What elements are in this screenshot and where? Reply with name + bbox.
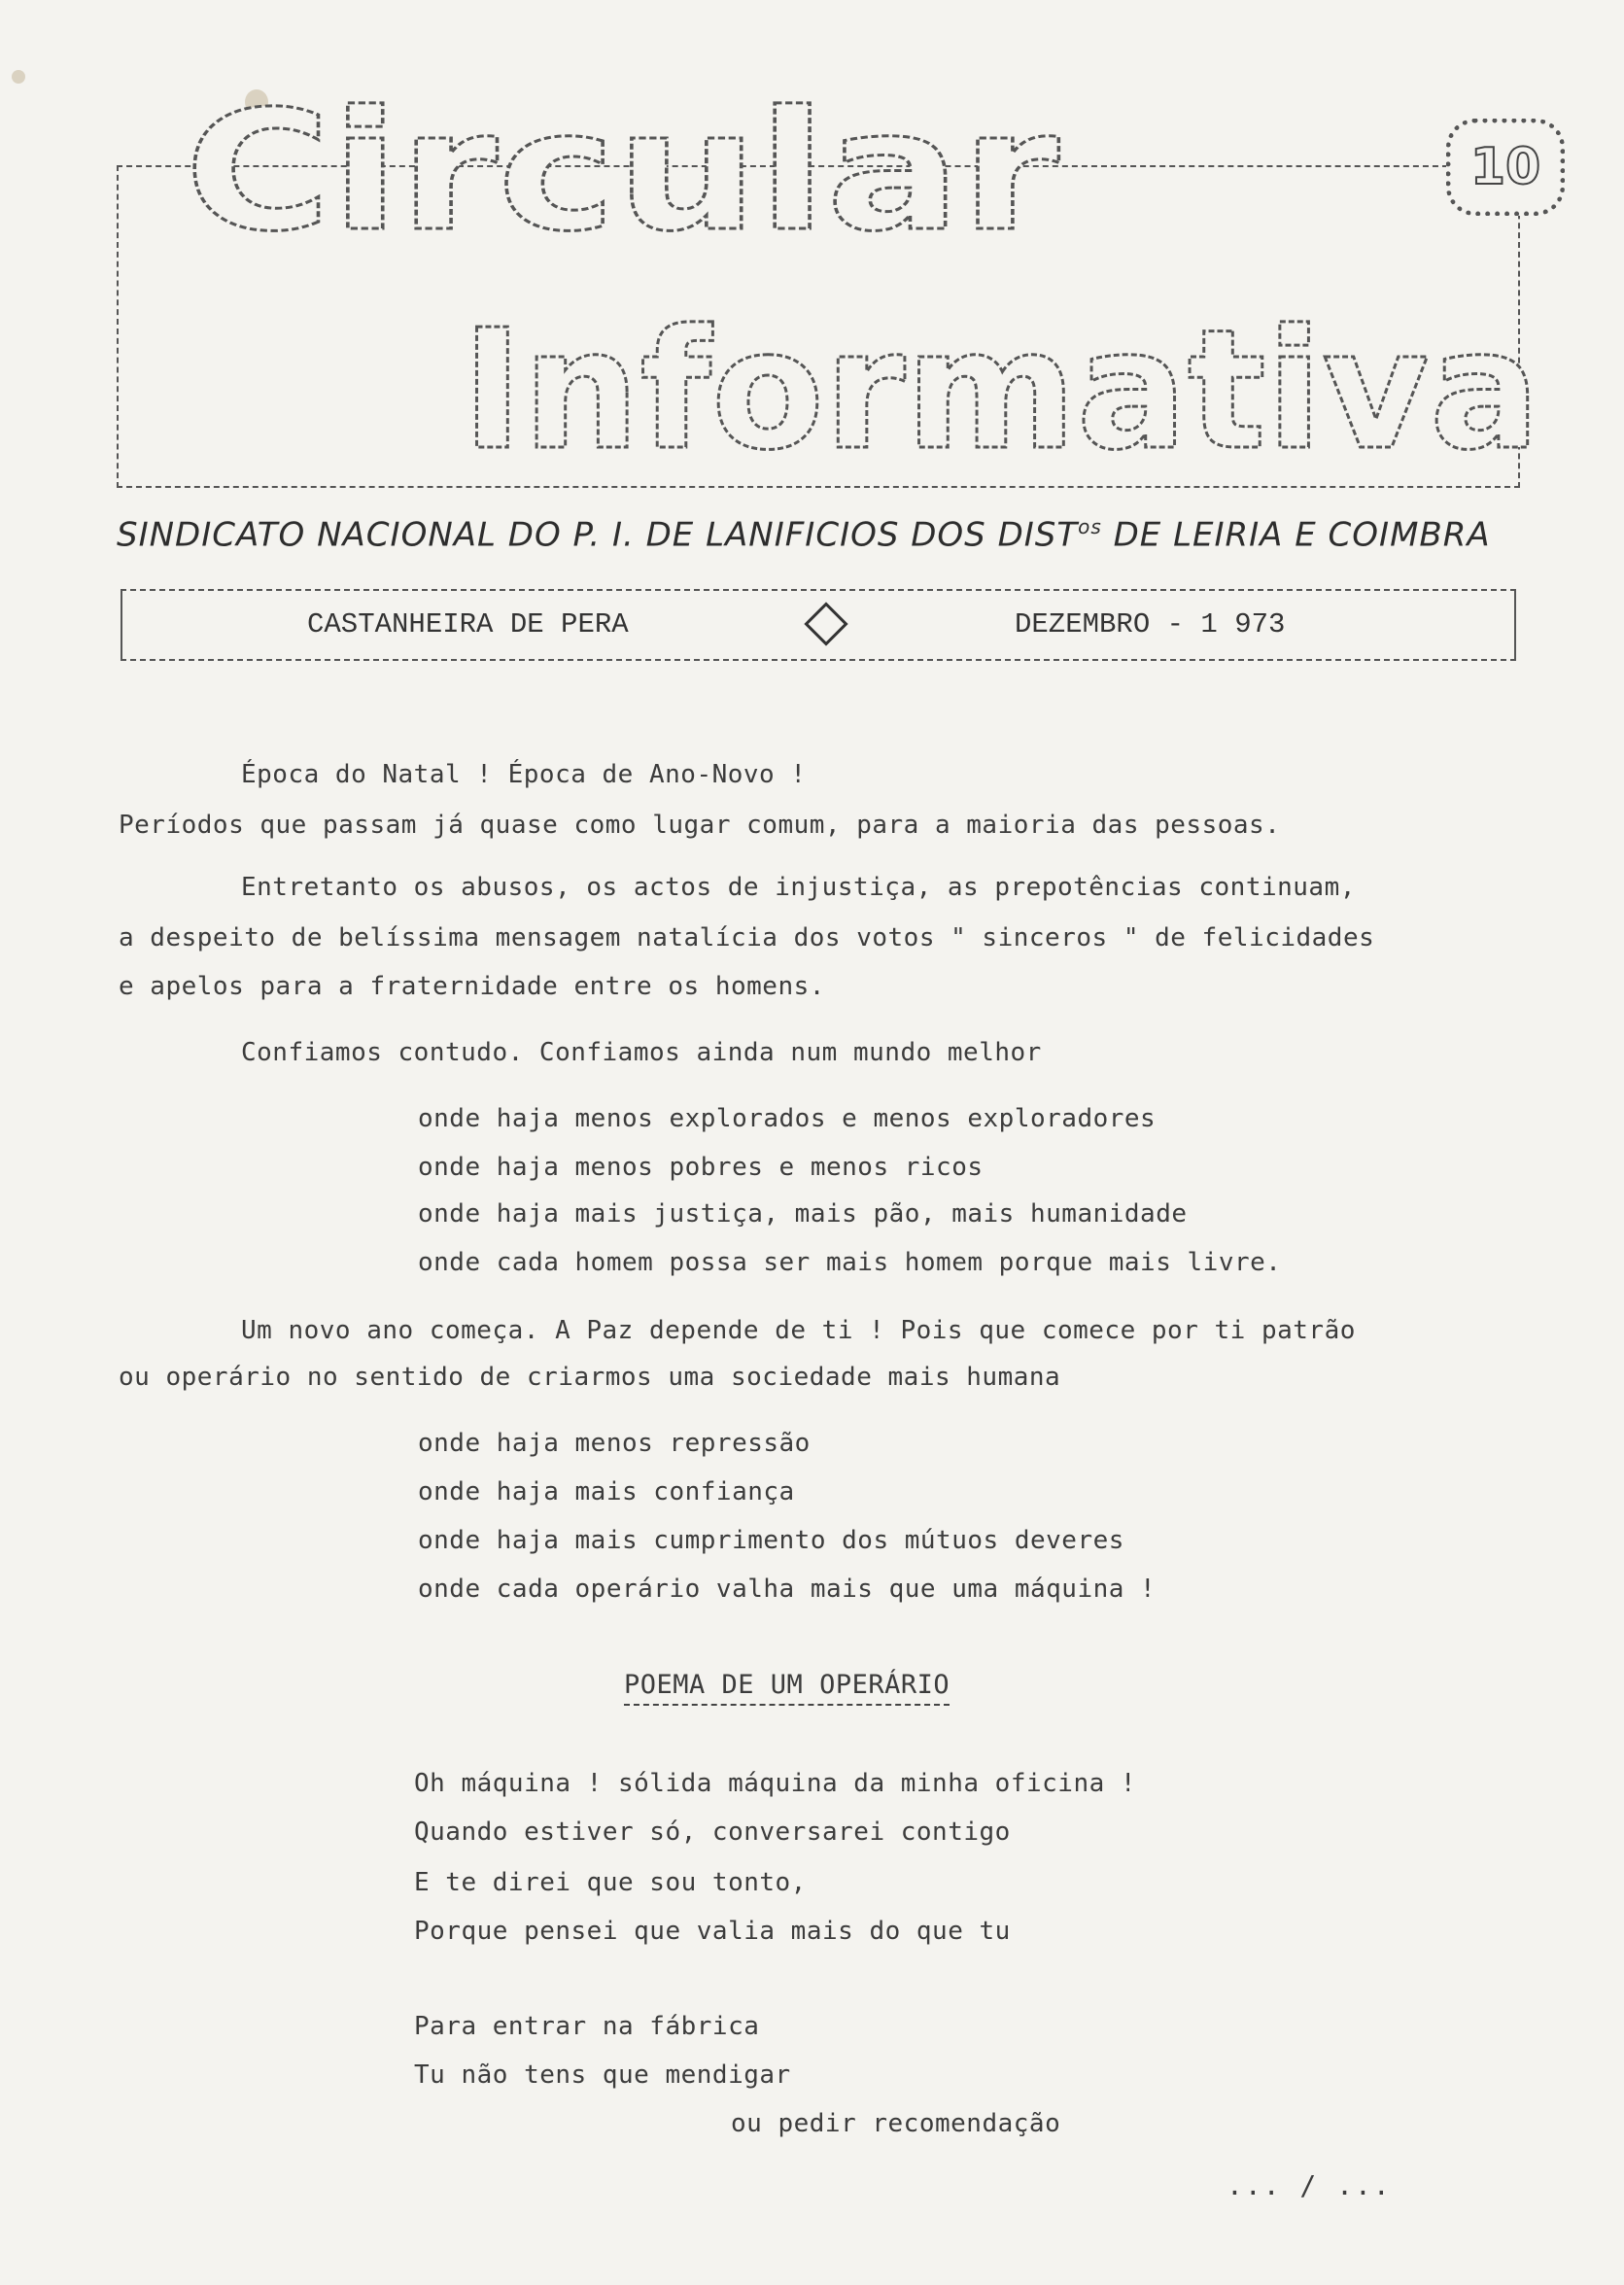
list2-item: onde haja menos repressão: [418, 1429, 811, 1458]
poem-line: Para entrar na fábrica: [414, 2012, 760, 2041]
intro-line: Confiamos contudo. Confiamos ainda num mundo melhor: [241, 1038, 1042, 1067]
poem-line: Oh máquina ! sólida máquina da minha oficina !: [414, 1769, 1137, 1798]
union-name: SINDICATO NACIONAL DO P. I. DE LANIFICIOS DOS $DIST^{os}$ DE LEIRIA E COIMBRA: [117, 515, 1491, 555]
list1-item: onde cada homem possa ser mais homem porque mais livre.: [418, 1248, 1282, 1277]
intro-line: e apelos para a fraternidade entre os homens.: [119, 972, 825, 1001]
para4-line: Um novo ano começa. A Paz depende de ti ! Pois que comece por ti patrão: [241, 1316, 1356, 1345]
title-line1: Circular: [185, 76, 1060, 268]
poem-title: POEMA DE UM OPERÁRIO: [624, 1670, 950, 1706]
continued-marker: ... / ...: [1227, 2169, 1392, 2201]
title-line2: Informativa: [462, 294, 1540, 487]
intro-line: Períodos que passam já quase como lugar comum, para a maioria das pessoas.: [119, 811, 1281, 840]
poem-line: Tu não tens que mendigar: [414, 2060, 791, 2090]
dateline-box: [121, 589, 1516, 661]
list1-item: onde haja mais justiça, mais pão, mais humanidade: [418, 1199, 1188, 1229]
list1-item: onde haja menos explorados e menos exploradores: [418, 1104, 1157, 1133]
poem-line: E te direi que sou tonto,: [414, 1868, 807, 1897]
poem-line: ou pedir recomendação: [731, 2109, 1061, 2138]
list1-item: onde haja menos pobres e menos ricos: [418, 1153, 984, 1182]
intro-line: Época do Natal ! Época de Ano-Novo !: [241, 760, 807, 789]
dateline-date: DEZEMBRO - 1 973: [1015, 608, 1286, 640]
diamond-icon: [804, 602, 847, 645]
poem-line: Quando estiver só, conversarei contigo: [414, 1818, 1011, 1847]
list2-item: onde haja mais cumprimento dos mútuos deveres: [418, 1526, 1124, 1555]
masthead-title-logo: [175, 58, 1555, 515]
poem-line: Porque pensei que valia mais do que tu: [414, 1917, 1011, 1946]
list2-item: onde cada operário valha mais que uma máquina !: [418, 1575, 1157, 1604]
para4-line: ou operário no sentido de criarmos uma sociedade mais humana: [119, 1363, 1061, 1392]
issue-number-badge: 10: [1446, 119, 1565, 216]
intro-line: a despeito de belíssima mensagem natalícia dos votos " sinceros " de felicidades: [119, 923, 1375, 952]
intro-line: Entretanto os abusos, os actos de injustiça, as prepotências continuam,: [241, 873, 1356, 902]
list2-item: onde haja mais confiança: [418, 1477, 795, 1506]
dateline-place: CASTANHEIRA DE PERA: [307, 608, 629, 640]
